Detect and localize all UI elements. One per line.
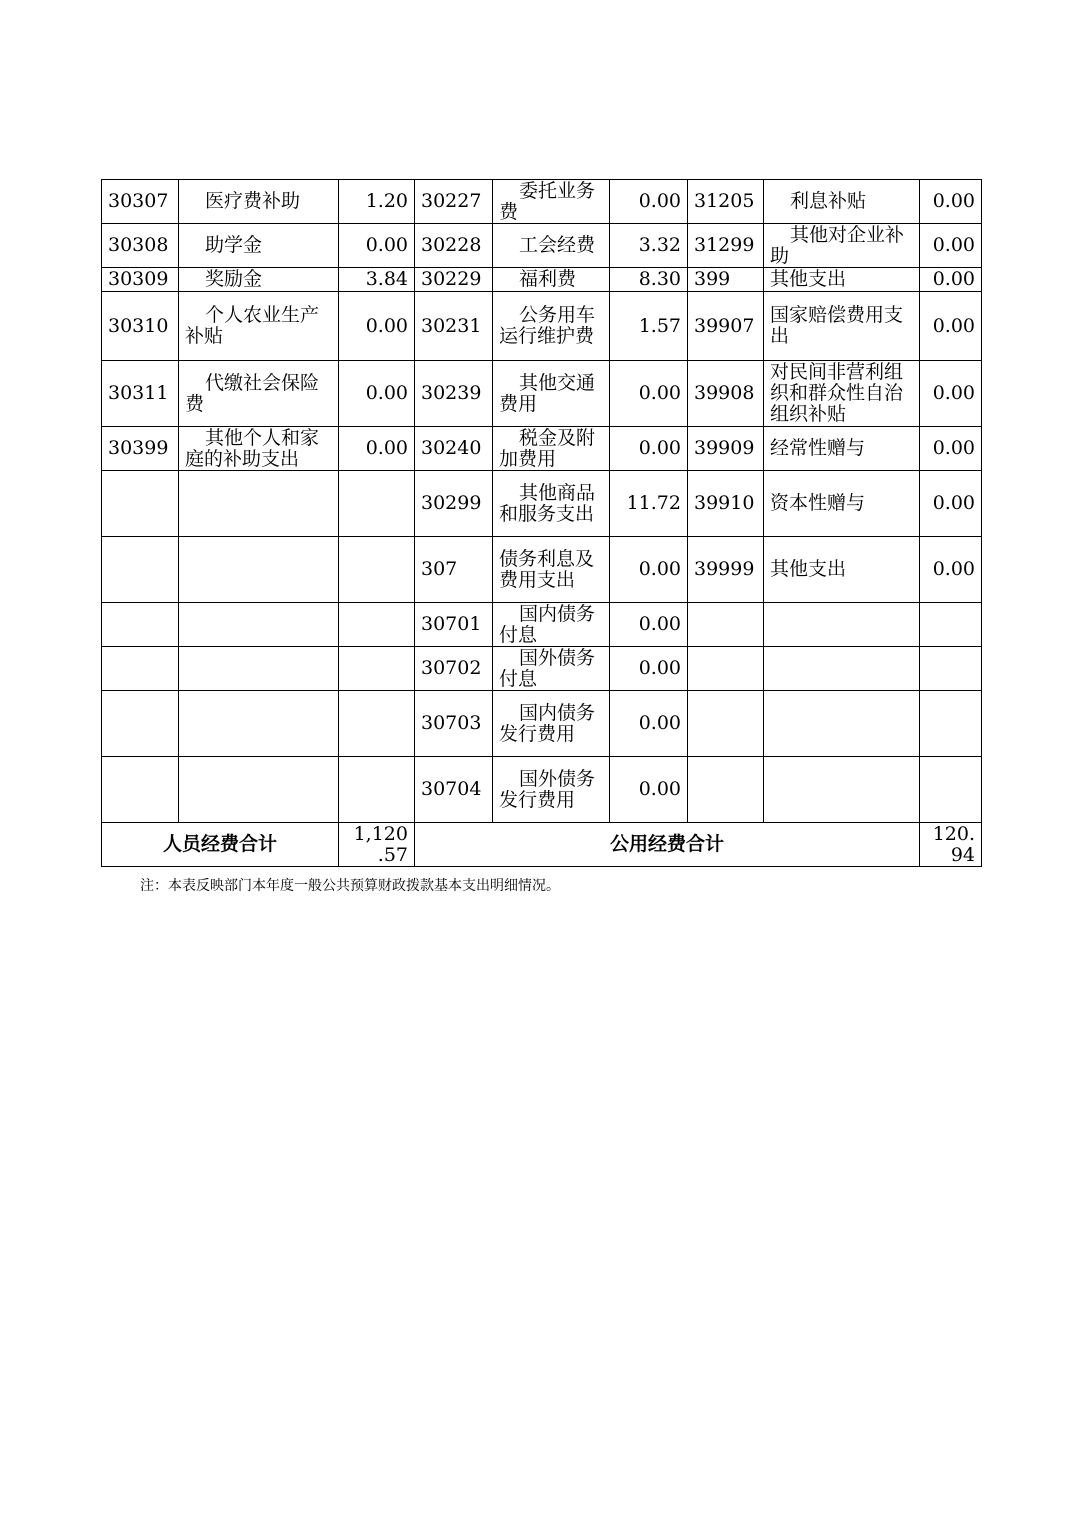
public-amount: 3.32 <box>610 224 688 268</box>
other-item-text: 利息补贴 <box>790 190 867 212</box>
public-amount: 0.00 <box>610 427 688 471</box>
personnel-code <box>102 757 179 823</box>
table-body <box>102 180 982 823</box>
personnel-item <box>179 691 339 757</box>
other-item <box>764 224 920 268</box>
other-item-text: 资本性赠与 <box>770 492 866 514</box>
other-amount <box>920 647 982 691</box>
public-amount: 0.00 <box>610 757 688 823</box>
other-item <box>764 268 920 292</box>
other-item-text: 其他支出 <box>770 268 847 290</box>
other-code: 39907 <box>688 292 764 361</box>
public-item-text: 税金及附加费用 <box>499 426 596 470</box>
public-code: 30239 <box>415 361 493 427</box>
table-row <box>102 603 982 647</box>
table-note: 注：本表反映部门本年度一般公共预算财政拨款基本支出明细情况。 <box>140 878 560 894</box>
personnel-item-text: 个人农业生产补贴 <box>185 304 320 347</box>
personnel-amount: 0.00 <box>339 224 415 268</box>
other-amount: 0.00 <box>920 268 982 292</box>
public-code: 30299 <box>415 471 493 537</box>
table-row <box>102 691 982 757</box>
personnel-amount: 0.00 <box>339 427 415 471</box>
other-amount <box>920 757 982 823</box>
public-item <box>493 268 610 292</box>
personnel-code <box>102 537 179 603</box>
public-item-text: 国外债务付息 <box>499 646 596 690</box>
public-item-text: 委托业务费 <box>499 179 596 223</box>
other-amount: 0.00 <box>920 224 982 268</box>
personnel-item-text: 助学金 <box>205 234 263 256</box>
public-item <box>493 691 610 757</box>
public-item <box>493 647 610 691</box>
public-code: 307 <box>415 537 493 603</box>
public-item-text: 国内债务付息 <box>499 602 596 646</box>
personnel-item <box>179 603 339 647</box>
table-row <box>102 647 982 691</box>
public-amount: 1.57 <box>610 292 688 361</box>
other-item <box>764 180 920 224</box>
personnel-item <box>179 427 339 471</box>
table-row <box>102 537 982 603</box>
public-item <box>493 757 610 823</box>
other-amount <box>920 603 982 647</box>
public-code: 30704 <box>415 757 493 823</box>
other-code: 39910 <box>688 471 764 537</box>
table-row <box>102 268 982 292</box>
personnel-amount <box>339 691 415 757</box>
public-amount: 0.00 <box>610 603 688 647</box>
public-amount: 8.30 <box>610 268 688 292</box>
public-item <box>493 471 610 537</box>
public-code: 30701 <box>415 603 493 647</box>
public-amount: 0.00 <box>610 361 688 427</box>
personnel-amount <box>339 537 415 603</box>
personnel-item <box>179 180 339 224</box>
table-row <box>102 361 982 427</box>
other-code: 39999 <box>688 537 764 603</box>
public-item <box>493 292 610 361</box>
other-item-text: 国家赔偿费用支出 <box>770 304 904 347</box>
personnel-code <box>102 603 179 647</box>
personnel-item-text: 其他个人和家庭的补助支出 <box>185 426 320 470</box>
personnel-code: 30309 <box>102 268 179 292</box>
other-amount <box>920 691 982 757</box>
other-item <box>764 292 920 361</box>
other-amount: 0.00 <box>920 292 982 361</box>
personnel-amount <box>339 757 415 823</box>
other-amount: 0.00 <box>920 427 982 471</box>
other-code: 399 <box>688 268 764 292</box>
personnel-item <box>179 537 339 603</box>
public-code: 30227 <box>415 180 493 224</box>
personnel-code: 30307 <box>102 180 179 224</box>
personnel-item <box>179 361 339 427</box>
personnel-amount <box>339 603 415 647</box>
totals-row <box>102 823 982 867</box>
other-amount: 0.00 <box>920 361 982 427</box>
personnel-item <box>179 224 339 268</box>
personnel-item <box>179 647 339 691</box>
public-code: 30229 <box>415 268 493 292</box>
other-item-text: 其他支出 <box>770 558 847 580</box>
personnel-amount: 0.00 <box>339 292 415 361</box>
public-item-text: 公务用车运行维护费 <box>499 304 596 347</box>
other-item-text: 对民间非营利组织和群众性自治组织补贴 <box>770 361 904 425</box>
public-item-text: 其他商品和服务支出 <box>499 481 596 525</box>
other-item <box>764 427 920 471</box>
personnel-item-text: 奖励金 <box>205 268 263 290</box>
public-item <box>493 427 610 471</box>
public-amount: 11.72 <box>610 471 688 537</box>
other-code <box>688 647 764 691</box>
public-item <box>493 180 610 224</box>
other-item-text: 其他对企业补助 <box>770 223 905 267</box>
public-code: 30231 <box>415 292 493 361</box>
public-amount: 0.00 <box>610 180 688 224</box>
other-amount: 0.00 <box>920 180 982 224</box>
personnel-code <box>102 647 179 691</box>
personnel-code: 30311 <box>102 361 179 427</box>
other-code <box>688 691 764 757</box>
personnel-total-label: 人员经费合计 <box>102 823 339 867</box>
other-code: 31299 <box>688 224 764 268</box>
public-total-value: 120. 94 <box>920 823 982 867</box>
table-row <box>102 427 982 471</box>
public-item <box>493 603 610 647</box>
public-total-label: 公用经费合计 <box>415 823 920 867</box>
personnel-amount: 1.20 <box>339 180 415 224</box>
personnel-amount: 3.84 <box>339 268 415 292</box>
other-item <box>764 537 920 603</box>
personnel-item-text: 医疗费补助 <box>205 190 301 212</box>
public-item <box>493 224 610 268</box>
other-item <box>764 361 920 427</box>
expenditure-detail-table <box>101 179 982 867</box>
other-item <box>764 757 920 823</box>
personnel-amount: 0.00 <box>339 361 415 427</box>
personnel-code <box>102 471 179 537</box>
table-row <box>102 224 982 268</box>
public-code: 30703 <box>415 691 493 757</box>
personnel-code <box>102 691 179 757</box>
public-amount: 0.00 <box>610 537 688 603</box>
other-code <box>688 757 764 823</box>
personnel-item-text: 代缴社会保险费 <box>185 371 320 415</box>
personnel-item <box>179 292 339 361</box>
personnel-item <box>179 757 339 823</box>
other-amount: 0.00 <box>920 471 982 537</box>
public-item-text: 其他交通费用 <box>499 371 596 415</box>
public-item-text: 工会经费 <box>519 234 596 256</box>
table-row <box>102 757 982 823</box>
personnel-item <box>179 471 339 537</box>
table-row <box>102 292 982 361</box>
public-code: 30228 <box>415 224 493 268</box>
public-item-text: 国外债务发行费用 <box>499 767 596 811</box>
other-code: 39908 <box>688 361 764 427</box>
other-item <box>764 647 920 691</box>
other-amount: 0.00 <box>920 537 982 603</box>
table-row <box>102 471 982 537</box>
personnel-code: 30310 <box>102 292 179 361</box>
other-code: 31205 <box>688 180 764 224</box>
table-row <box>102 180 982 224</box>
public-item-text: 福利费 <box>519 268 577 290</box>
public-item <box>493 361 610 427</box>
public-item-text: 债务利息及费用支出 <box>499 547 595 591</box>
other-code <box>688 603 764 647</box>
other-code: 39909 <box>688 427 764 471</box>
public-item <box>493 537 610 603</box>
personnel-amount <box>339 647 415 691</box>
personnel-total-value: 1,120 .57 <box>339 823 415 867</box>
other-item-text: 经常性赠与 <box>770 437 866 459</box>
public-item-text: 国内债务发行费用 <box>499 701 596 745</box>
other-item <box>764 471 920 537</box>
public-code: 30702 <box>415 647 493 691</box>
personnel-code: 30308 <box>102 224 179 268</box>
other-item <box>764 603 920 647</box>
public-code: 30240 <box>415 427 493 471</box>
personnel-item <box>179 268 339 292</box>
personnel-amount <box>339 471 415 537</box>
personnel-code: 30399 <box>102 427 179 471</box>
other-item <box>764 691 920 757</box>
public-amount: 0.00 <box>610 647 688 691</box>
public-amount: 0.00 <box>610 691 688 757</box>
